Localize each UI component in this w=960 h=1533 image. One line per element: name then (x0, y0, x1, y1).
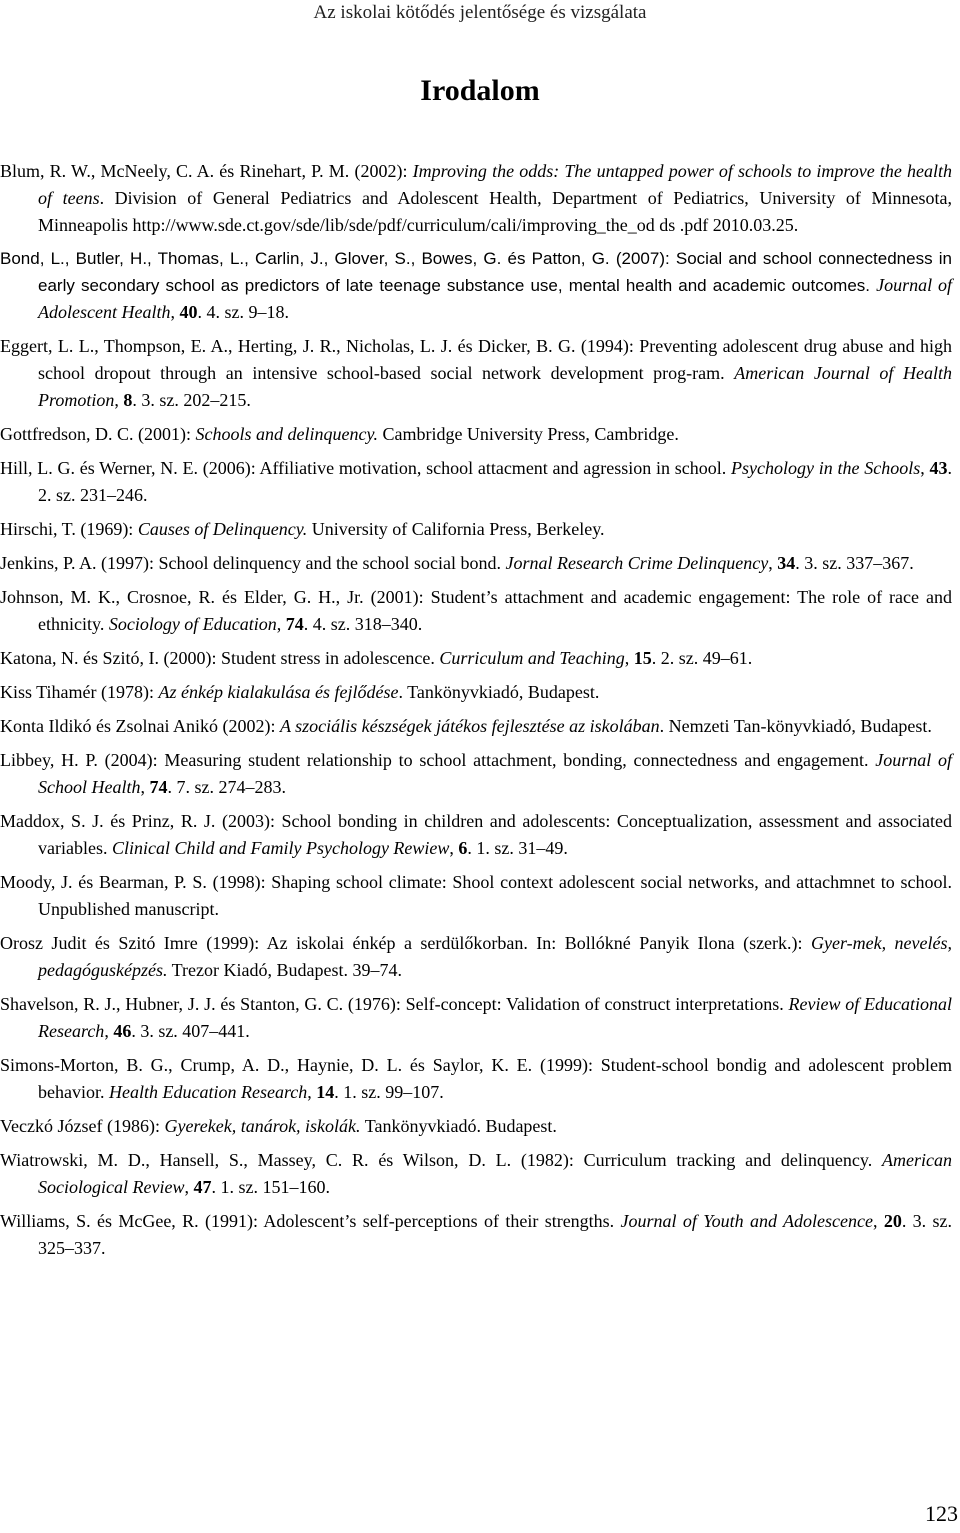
running-header: Az iskolai kötődés jelentősége és vizsgálata (313, 2, 647, 23)
reference-item: Blum, R. W., McNeely, C. A. és Rinehart, P. M. (2002): Improving the odds: The untapped power of schools to improve the health of teens. Division of General Pediatrics and Adolescent Health, Department of Pediatrics, University of Minnesota, Minneapolis http://www.sde.ct.gov/sde/lib/sde/pdf/curriculum/cali/improving_the_od ds .pdf 2010.03.25. (0, 161, 952, 235)
reference-item: Bond, L., Butler, H., Thomas, L., Carlin, J., Glover, S., Bowes, G. és Patton, G. (2007): Social and school connectedness in early secondary school as predictors of late teenage substance use, mental health and academic outcomes. Journal of Adolescent Health, 40. 4. sz. 9–18. (0, 249, 953, 322)
reference-item: Jenkins, P. A. (1997): School delinquency and the school social bond. Jornal Research Crime Delinquency, 34. 3. sz. 337–367. (0, 553, 914, 573)
reference-item: Kiss Tihamér (1978): Az énkép kialakulása és fejlődése. Tankönyvkiadó, Budapest. (0, 682, 600, 702)
reference-item: Libbey, H. P. (2004): Measuring student relationship to school attachment, bonding, connectedness and engagement. Journal of School Health, 74. 7. sz. 274–283. (0, 750, 952, 797)
reference-url[interactable]: http://www.sde.ct.gov/sde/lib/sde/pdf/curriculum/cali/improving_the_od ds .pdf (132, 215, 709, 235)
reference-item: Konta Ildikó és Zsolnai Anikó (2002): A szociális készségek játékos fejlesztése az iskolában. Nemzeti Tan-könyvkiadó, Budapest. (0, 716, 932, 736)
reference-item: Katona, N. és Szitó, I. (2000): Student stress in adolescence. Curriculum and Teaching, 15. 2. sz. 49–61. (0, 648, 753, 668)
reference-item: Hill, L. G. és Werner, N. E. (2006): Affiliative motivation, school attacment and agression in school. Psychology in the Schools, 43. 2. sz. 231–246. (0, 458, 953, 505)
reference-item: Eggert, L. L., Thompson, E. A., Herting, J. R., Nicholas, L. J. és Dicker, B. G. (1994): Preventing adolescent drug abuse and high school dropout through an intensive school-based social network development prog-ram. American Journal of Health Promotion, 8. 3. sz. 202–215. (0, 336, 952, 410)
reference-item: Maddox, S. J. és Prinz, R. J. (2003): School bonding in children and adolescents: Conceptualization, assessment and associated variables. Clinical Child and Family Psychology Rewiew, 6. 1. sz. 31–49. (0, 811, 952, 858)
reference-item: Gottfredson, D. C. (2001): Schools and delinquency. Cambridge University Press, Cambridge. (0, 424, 679, 444)
section-title: Irodalom (420, 74, 540, 107)
reference-item: Williams, S. és McGee, R. (1991): Adolescent’s self-perceptions of their strengths. Journal of Youth and Adolescence, 20. 3. sz. 325–337. (0, 1211, 953, 1258)
reference-list (0, 158, 952, 1269)
reference-item: Hirschi, T. (1969): Causes of Delinquency. University of California Press, Berkeley. (0, 519, 605, 539)
page-number: 123 (925, 1501, 958, 1526)
reference-item: Veczkó József (1986): Gyerekek, tanárok, iskolák. Tankönyvkiadó. Budapest. (0, 1116, 557, 1136)
reference-item: Shavelson, R. J., Hubner, J. J. és Stanton, G. C. (1976): Self-concept: Validation of construct interpretations. Review of Educational Research, 46. 3. sz. 407–441. (0, 994, 952, 1041)
reference-item: Wiatrowski, M. D., Hansell, S., Massey, C. R. és Wilson, D. L. (1982): Curriculum tracking and delinquency. American Sociological Review, 47. 1. sz. 151–160. (0, 1150, 952, 1197)
reference-item: Moody, J. és Bearman, P. S. (1998): Shaping school climate: Shool context adolescent social networks, and attachmnet to school. Unpublished manuscript. (0, 872, 952, 919)
reference-item: Simons-Morton, B. G., Crump, A. D., Haynie, D. L. és Saylor, K. E. (1999): Student-school bondig and adolescent problem behavior. Health Education Research, 14. 1. sz. 99–107. (0, 1055, 952, 1102)
reference-item: Orosz Judit és Szitó Imre (1999): Az iskolai énkép a serdülőkorban. In: Bollókné Panyik Ilona (szerk.): Gyer-mek, nevelés, pedagógusképzés. Trezor Kiadó, Budapest. 39–74. (0, 933, 952, 980)
reference-item: Johnson, M. K., Crosnoe, R. és Elder, G. H., Jr. (2001): Student’s attachment and academic engagement: The role of race and ethnicity. Sociology of Education, 74. 4. sz. 318–340. (0, 587, 952, 634)
